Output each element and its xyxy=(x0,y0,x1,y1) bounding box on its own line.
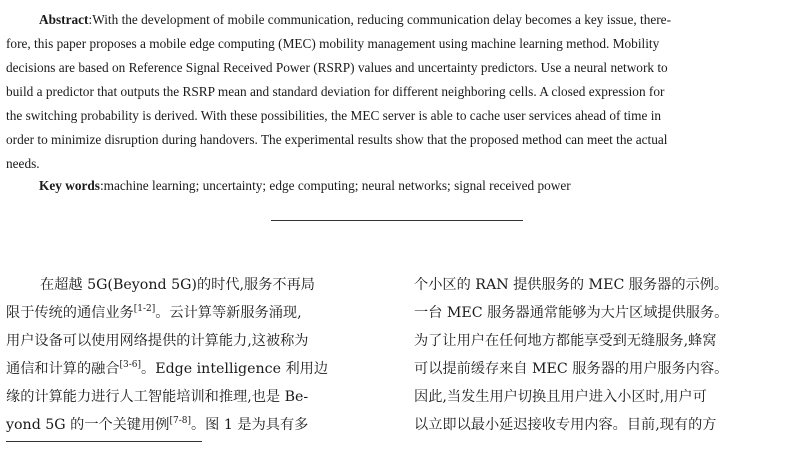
abstract-text: With the development of mobile communication, reducing communication delay becomes a key issue, there- xyxy=(92,12,671,27)
body-text: 通信和计算的融合 xyxy=(6,361,120,377)
body-column-right xyxy=(414,271,796,439)
body-text: 限于传统的通信业务 xyxy=(6,305,134,321)
keywords-text: machine learning; uncertainty; edge computing; neural networks; signal received power xyxy=(103,178,571,193)
body-line xyxy=(6,411,388,439)
section-separator xyxy=(271,220,523,221)
abstract-line: build a predictor that outputs the RSRP mean and standard deviation for different neighboring cells. A closed expression for xyxy=(6,84,665,99)
keywords-block xyxy=(39,176,571,196)
abstract-line: the switching probability is derived. With these possibilities, the MEC server is able to cache user services ahead of time in xyxy=(6,108,662,123)
body-line: 为了让用户在任何地方都能享受到无缝服务,蜂窝 xyxy=(414,333,717,349)
body-line xyxy=(6,355,388,383)
abstract-line: fore, this paper proposes a mobile edge computing (MEC) mobility management using machine learning method. Mobility xyxy=(6,36,660,51)
abstract-block xyxy=(6,8,786,176)
body-column-left xyxy=(6,271,388,439)
body-line: 可以提前缓存来自 MEC 服务器的用户服务内容。 xyxy=(414,361,729,377)
citation-ref[interactable]: [3-6] xyxy=(119,360,142,370)
body-text: yond 5G 的一个关键用例 xyxy=(6,417,170,433)
abstract-line: order to minimize disruption during handovers. The experimental results show that the proposed method can meet the actual xyxy=(6,132,668,147)
abstract-sep: : xyxy=(88,12,93,27)
abstract-line xyxy=(6,8,786,32)
abstract-line: needs. xyxy=(6,156,40,171)
footnote-rule xyxy=(6,441,202,442)
body-text: 。Edge intelligence 利用边 xyxy=(141,361,329,377)
abstract-line: decisions are based on Reference Signal Received Power (RSRP) values and uncertainty predictors. Use a neural network to xyxy=(6,60,668,75)
body-text: 。图 1 是为具有多 xyxy=(190,417,309,433)
body-line: 以立即以最小延迟接收专用内容。目前,现有的方 xyxy=(414,417,717,433)
keywords-sep: : xyxy=(99,178,104,193)
keywords-label: Key words xyxy=(39,178,100,193)
abstract-label: Abstract xyxy=(39,12,89,27)
citation-ref[interactable]: [7-8] xyxy=(169,416,191,426)
body-text: 。云计算等新服务涌现, xyxy=(155,305,302,321)
body-line xyxy=(6,299,388,327)
body-line: 一台 MEC 服务器通常能够为大片区域提供服务。 xyxy=(414,305,729,321)
body-line: 缘的计算能力进行人工智能培训和推理,也是 Be- xyxy=(6,389,309,405)
citation-ref[interactable]: [1-2] xyxy=(133,304,156,314)
body-line: 用户设备可以使用网络提供的计算能力,这被称为 xyxy=(6,333,309,349)
body-line: 在超越 5G(Beyond 5G)的时代,服务不再局 xyxy=(40,277,315,293)
body-line: 因此,当发生用户切换且用户进入小区时,用户可 xyxy=(414,389,707,405)
body-line: 个小区的 RAN 提供服务的 MEC 服务器的示例。 xyxy=(414,277,729,293)
